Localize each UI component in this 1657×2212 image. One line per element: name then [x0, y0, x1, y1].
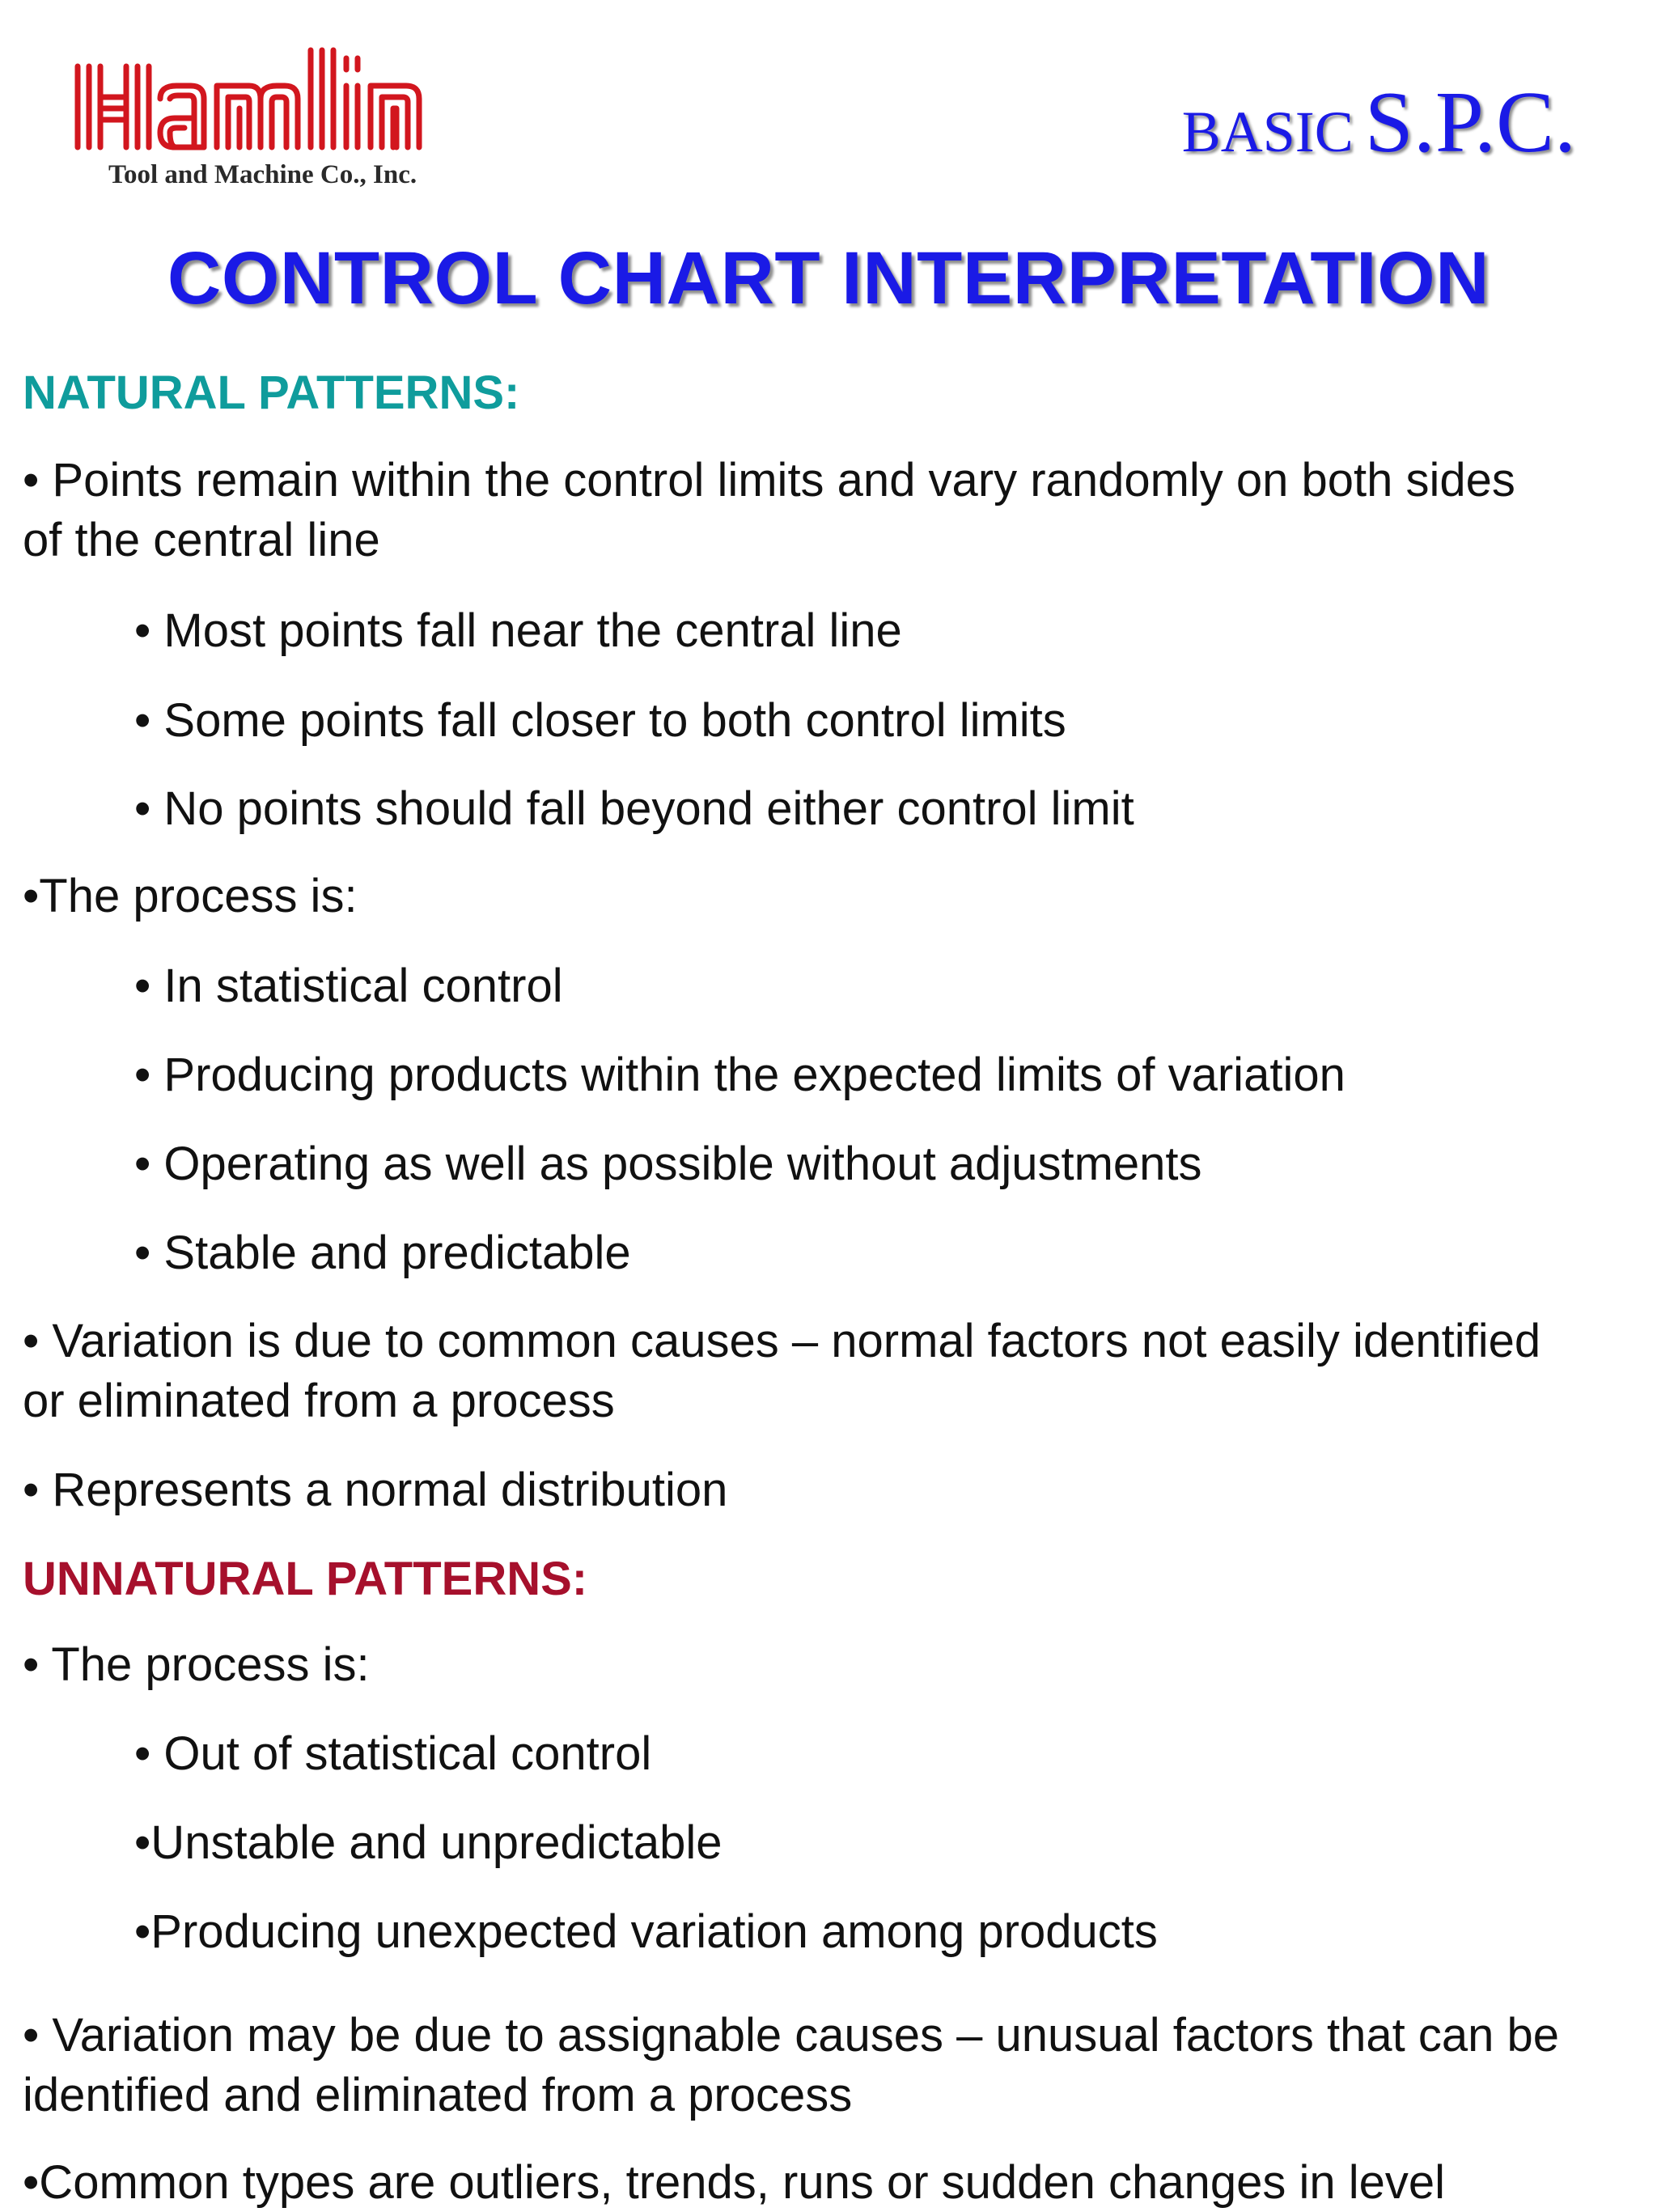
- unnatural-process-item-3: •Producing unexpected variation among products: [134, 1905, 1158, 1958]
- unnatural-variation-line-2: identified and eliminated from a process: [23, 2069, 853, 2121]
- header-basic-spc: [1181, 74, 1576, 171]
- unnatural-patterns-heading: UNNATURAL PATTERNS:: [23, 1553, 588, 1605]
- natural-variation-line-1: • Variation is due to common causes – normal factors not easily identified: [23, 1315, 1541, 1367]
- unnatural-process-item-1: • Out of statistical control: [134, 1727, 652, 1780]
- header-spc: S.P.C.: [1364, 74, 1576, 171]
- natural-distribution-line: • Represents a normal distribution: [23, 1464, 728, 1516]
- company-logo: [70, 34, 474, 196]
- unnatural-process-item-2: •Unstable and unpredictable: [134, 1816, 723, 1869]
- natural-variation-line-2: or eliminated from a process: [23, 1375, 615, 1427]
- natural-patterns-heading: NATURAL PATTERNS:: [23, 367, 520, 419]
- unnatural-common-types-line: •Common types are outliers, trends, runs or sudden changes in level: [23, 2156, 1445, 2209]
- natural-process-item-1: • In statistical control: [134, 960, 563, 1012]
- natural-subline-3: • No points should fall beyond either control limit: [134, 782, 1134, 835]
- page-title: CONTROL CHART INTERPRETATION: [167, 237, 1490, 320]
- hamlin-logo-graphic: [70, 34, 474, 155]
- natural-process-item-2: • Producing products within the expected limits of variation: [134, 1049, 1346, 1101]
- natural-subline-1: • Most points fall near the central line: [134, 604, 902, 657]
- natural-process-line: •The process is:: [23, 870, 358, 922]
- natural-line-2: of the central line: [23, 514, 380, 566]
- natural-subline-2: • Some points fall closer to both control limits: [134, 694, 1066, 747]
- header-basic: BASIC: [1181, 100, 1354, 164]
- natural-process-item-4: • Stable and predictable: [134, 1227, 631, 1279]
- natural-line-1: • Points remain within the control limits and vary randomly on both sides: [23, 454, 1515, 506]
- unnatural-variation-line-1: • Variation may be due to assignable causes – unusual factors that can be: [23, 2009, 1559, 2062]
- logo-subtitle: Tool and Machine Co., Inc.: [108, 160, 417, 189]
- unnatural-process-line: • The process is:: [23, 1638, 370, 1691]
- natural-process-item-3: • Operating as well as possible without adjustments: [134, 1138, 1202, 1190]
